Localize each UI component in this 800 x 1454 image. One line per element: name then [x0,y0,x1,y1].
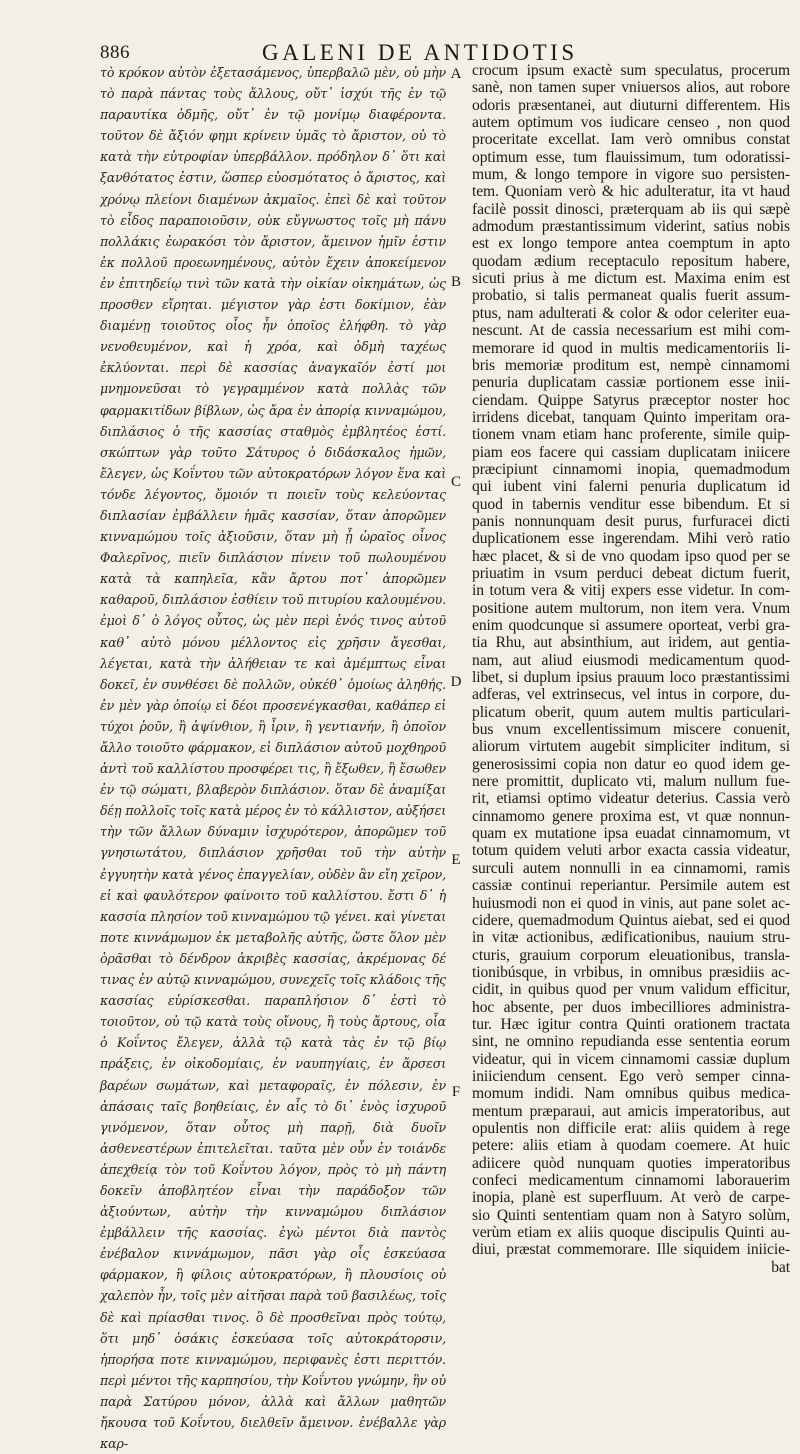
latin-line: hæc placet, & si de vno quodam ipso quod per se [472,547,790,565]
latin-line: tionibúsque, in vrbibus, in omnibus præsidiis ac- [472,963,790,981]
latin-line: mum, & longo tempore in vigore suo persisten- [472,166,790,184]
latin-line: qui iubent vini falerni penuria duplicatum id [472,478,790,496]
latin-line: priuatim in vsum perduci debeat dictum fuerit, [472,564,790,582]
latin-line: verùm etiam ex aliis quoque discipulis Quinti au- [472,1224,790,1242]
latin-line: diui, præstat commemorare. Ille siquidem iniicie- [472,1241,790,1259]
latin-line: optimum esse, tum flauissimum, tum odoratissi- [472,148,790,166]
latin-line: cinnamomo genere proxima est, vt quæ nonnun- [472,807,790,825]
latin-line: tur. Hæc igitur contra Quinti orationem tractata [472,1015,790,1033]
page-number: 886 [100,42,130,63]
latin-line: sanè, non tamen super vniuersos alios, aut robore [472,79,790,97]
latin-line: panis nonnunquam desit purus, furfuracei dicti [472,512,790,530]
section-marker-d: D [450,674,462,690]
latin-line: odoris præsentanei, aut diuturni differentem. His [472,96,790,114]
latin-line: cturis, grauium corporum eleuationibus, transla- [472,946,790,964]
latin-line: est ex longo tempore antea coemptum in apto [472,235,790,253]
latin-line: sicuti prius à me dictum est. Maxima enim est [472,270,790,288]
latin-line: crocum ipsum exactè sum speculatus, procerum [472,62,790,79]
latin-line: bris memoriæ proditum est, nempè cinnamomi [472,356,790,374]
latin-line: adiicere quòd nunquam quoties imperatoribus [472,1154,790,1172]
latin-line: cassiæ continui reperiantur. Persimile autem est [472,877,790,895]
latin-line: generosissimi copia non datur eo quod idem ge- [472,755,790,773]
latin-line: enim quodcunque si assumere oporteat, verbi gra- [472,617,790,634]
running-title: GALENI DE ANTIDOTIS [262,40,578,65]
latin-line: surculi autem nonnulli in ea cinnamomi, ramis [472,859,790,877]
latin-line: inopia, planè est superfluum. At verò de carpe- [472,1189,790,1207]
latin-line: proceritate excellat. Iam verò omnibus constat [472,131,790,149]
latin-line: ciendam. Quippe Satyrus præceptor noster hoc [472,391,790,409]
latin-line: cidit, in quibus quod per vnum validum efficitur, [472,981,790,999]
latin-line: facilè possit dinosci, præterquam ab iis qui sæpè [472,200,790,218]
latin-line: libet, si duplum ipsius prauum loco præstantissimi [472,669,790,687]
latin-line: hoc absente, per duos imbecilliores administra- [472,998,790,1016]
greek-text: τὸ κρόκον αὐτὸν ἐξετασάμενος, ὑπερβαλῶ μὲν, οὐ μὴν τὸ παρὰ πάντας τοὺς ἄλλους, οὔτ᾽ ἰσχύι τῆς ἐν τῷ παραυτίκα ὀδμῆς, οὔτ᾽ ἐν τῷ μονίμῳ διαφέροντα. τοῦτον δὲ ἄξιόν φημι κρίνειν ὑμᾶς τὸ ἄριστον, οὐ τὸ κατὰ τὴν εὐτροφίαν ὑπερβάλλον. πρόδηλον δ᾽ ὅτι καὶ ξανθότατος ἐστιν, ὥσπερ εὐοσμότατος ὁ ἄριστος, καὶ χρόνῳ πλείονι διαμένων ἀκμαῖος. ἐπεὶ δὲ καὶ τοῦτον τὸ εἶδος παραποιοῦσιν, οὐκ εὔγνωστος τοῖς μὴ πάνυ πολλάκις ἑωρακόσι τὸν ἄριστον, ἄμεινον ἡμῖν ἐστιν ἐκ πολλοῦ προεωνημένους, αὐτὸν ἔχειν ἀποκείμενον ἐν ἐπιτηδείῳ τινὶ τῶν κατὰ τὴν οἰκίαν οἰκημάτων, ὡς προσθεν εἴρηται. μέγιστον γὰρ ἐστι δοκίμιον, ἐὰν διαμένῃ τοιοῦτος οἷος ἦν ὁποῖος ἐλήφθη. τὸ γὰρ νενοθευμένον, καὶ ἡ χρόα, καὶ ὀδμὴ ταχέως ἐκλύονται. περὶ δὲ κασσίας ἀναγκαῖόν ἐστί μοι μνημονεῦσαι τὸ γεγραμμένον κατὰ πολλὰς τῶν φαρμακιτίδων βίβλων, ὡς ἄρα ἐν ἀπορίᾳ κινναμώμου, διπλάσιος ὁ τῆς κασσίας σταθμὸς ἐμβλητέος ἐστί. σκώπτων γὰρ τοῦτο Σάτυρος ὁ διδάσκαλος ἡμῶν, ἔλεγεν, ὡς Κοΐντου τῶν αὐτοκρατόρων λόγον ἕνα καὶ τόνδε λέγοντος, ὅμοιόν τι ποιεῖν τοὺς κελεύοντας διπλασίαν ἐμβάλλειν ἡμᾶς κασσίαν, ὅταν ἀπορῶμεν κινναμώμου τοῖς ἀξιοῦσιν, ὅταν μὴ ᾖ ὡραῖος οἶνος Φαλερῖνος, πιεῖν διπλάσιον πίνειν τοῦ πωλουμένου κατὰ τὰ καπηλεῖα, κἂν ἄρτου ποτ᾽ ἀπορῶμεν καθαροῦ, διπλάσιον ἐσθίειν τοῦ πιτυρίου καλουμένου. ἐμοὶ δ᾽ ὁ λόγος οὗτος, ὡς μὲν περὶ ἑνός τινος αὐτοῦ καθ᾽ αὑτὸ μόνου μέλλοντος εἰς χρῆσιν ἄγεσθαι, λέγεται, κατὰ τὴν ἀλήθειαν τε καὶ ἀμέμπτως εἶναι δοκεῖ, ἐν συνθέσει δὲ πολλῶν, οὐκέθ᾽ ὁμοίως ἀληθής. ἐν μὲν γὰρ ὁποίῳ εἰ δέοι προσενέγκασθαι, καθάπερ εἰ τύχοι ῥοῦν, ἢ ἀψίνθιον, ἢ ἶριν, ἢ γεντιανήν, ἢ ὁποῖον ἄλλο τοιοῦτο φάρμακον, εἰ διπλάσιον αὐτοῦ μοχθηροῦ ἀντὶ τοῦ καλλίστου προσφέρει τις, ἢ ἔξωθεν, ἢ ἔσωθεν ἐν τῷ σώματι, βλαβερὸν διπλάσιον. ὅταν δὲ ἀναμίξαι δέῃ πολλοῖς τοῖς κατὰ μέρος ἐν τὸ κάλλιστον, αὐξήσει τὴν τῶν ἄλλων δύναμιν ἰσχυρότερον, ἀπορῶμεν τοῦ γνησιωτάτου, διπλάσιον χρῆσθαι τοῦ τὴν αὐτὴν ἐγγυητὴν κατὰ γένος ἐπαγγελίαν, οὐδὲν ἂν εἴη χεῖρον, εἰ καὶ φαυλότερον φαίνοιτο τοῦ καλλίστου. ἔστι δ᾽ ἡ κασσία πλησίον τοῦ κινναμώμου τῷ γένει. καὶ γίνεται ποτε κιννάμωμον ἐκ μεταβολῆς αὐτῆς, ὥστε ὅλον μὲν ὁρᾶσθαι τὸ δένδρον ἀκριβὲς κασσίας, ἀκρέμονας δέ τινας ἐν αὐτῷ κινναμώμου, συνεχεῖς τοῖς κλάδοις τῆς κασσίας εὑρίσκεσθαι. παραπλήσιον δ᾽ ἐστὶ τὸ τοιοῦτον, οὐ τῷ κατὰ τοὺς οἴνους, ἢ τοὺς ἄρτους, οἷα ὁ Κοΐντος ἔλεγεν, ἀλλὰ τῷ κατὰ τὰς ἐν τῷ βίῳ πράξεις, ἐν οἰκοδομίαις, ἐν ναυπηγίαις, ἐν ἄρσεσι βαρέων σωμάτων, καὶ μεταφοραῖς, ἐν πόλεσιν, ἐν ἁπάσαις ταῖς βοηθείαις, ἐν αἷς τὸ δι᾽ ἑνὸς ἰσχυροῦ γινόμενον, ὅταν οὗτος μὴ παρῇ, διὰ δυοῖν ἀσθενεστέρων ἐπιτελεῖται. ταῦτα μὲν οὖν ἐν τοιάνδε ἀπεχθείᾳ τὸν τοῦ Κοΐντου λόγον, πρὸς τὸ μὴ πάντη δοκεῖν ἀποβλητέον εἶναι τὴν παράδοξον τῶν ἀξιούντων, αὐτὴν τὴν κινναμώμου διπλάσιον ἐμβάλλειν τῆς κασσίας. ἐγὼ μέντοι διὰ παντὸς ἐνέβαλον κιννάμωμον, πᾶσι γὰρ οἷς ἐσκεύασα φάρμακον, ἢ φίλοις αὐτοκρατόρων, ἢ πλουσίοις οὐ χαλεπὸν ἦν, τοῖς μὲν αἰτῆσαι παρὰ τοῦ βασιλέως, τοῖς δὲ καὶ πρίασθαι τινος. ὃ δὲ προσθεῖναι πρὸς τούτῳ, ὅτι μηδ᾽ ὁσάκις ἐσκεύασα τοῖς αὐτοκράτορσιν, ἠπορήσα ποτε κινναμώμου, περιφανὲς ἐστι περιττόν. περὶ μέντοι τῆς καρπησίου, τὴν Κοΐντου γνώμην, ἣν οὐ παρὰ Σατύρου μόνον, ἀλλὰ καὶ ἄλλων μαθητῶν ἤκουσα τοῦ Κοΐντου, διελθεῖν ἄμεινον. ἐνέβαλλε γὰρ καρ- [100,65,446,1452]
latin-line: probatio, si talis permaneat qualis fuerit assum- [472,287,790,305]
latin-line: admodum præstantissimum viderint, satius nobis [472,218,790,236]
latin-line: huiusmodi non ei quod in vinis, aut pane solet ac- [472,894,790,912]
latin-line: bus vnum excellentissimum miscere conuenit, [472,721,790,739]
latin-line: quodam ædium receptaculo repositum habere, [472,252,790,270]
section-markers [448,62,468,1182]
latin-line: confeci medicamentum cinnamomi laborauerim [472,1172,790,1189]
latin-text-column [472,62,790,1276]
section-marker-c: C [450,474,461,490]
latin-line: totum quidem veluti arbor exacta cassia videatur, [472,842,790,860]
latin-line: nescunt. At de cassia necessarium est mihi com- [472,322,790,340]
latin-line: piam eos facere qui cassiam duplicatam iniicere [472,443,790,461]
latin-line: ptus, nam adulterati & color & odor celeriter eua- [472,304,790,322]
latin-line: aliorum virtutem augebit simpliciter inditum, si [472,738,790,756]
latin-line: bat [771,1258,790,1276]
latin-line: penuria duplicatam cassiæ portionem esse inii- [472,374,790,392]
latin-line: in totum vera & vitij expers esse videtur. In com- [472,582,790,600]
latin-line: mentum præparaui, aut amicis imperatoribus, aut [472,1102,790,1120]
latin-line: petere: aliis etiam à quodam coemere. At huic [472,1137,790,1155]
latin-line: cidere, quemadmodum Quintus aiebat, sed ei quod [472,911,790,929]
latin-line: opulentis non difficile erat: aliis quidem à rege [472,1119,790,1137]
latin-line: sio Quinti sententiam quam non à Satyro solùm, [472,1206,790,1224]
latin-line: videatur, qui in vicem cinnamomi cassiæ duplum [472,1050,790,1068]
latin-line: tem. Quoniam verò & hic adulteratur, ita vt haud [472,183,790,201]
latin-line: positione autem multorum, non item vera. Vnum [472,599,790,617]
greek-text-column [100,62,446,1452]
section-marker-a: A [450,66,462,82]
latin-line: momum indidi. Nam omnibus quibus medica- [472,1085,790,1103]
section-marker-f: F [451,1084,461,1100]
section-marker-e: E [451,852,461,868]
latin-line: in vitæ actionibus, ædificationibus, nauium stru- [472,929,790,947]
latin-line: plicatum oberit, quum autem multis particulari- [472,703,790,721]
latin-line: quod in tabernis venditur esse bibendum. Et si [472,495,790,513]
latin-line: nere promittit, duplicato vti, malum nullum fue- [472,773,790,791]
latin-line: rit, etiamsi optimo videatur deterius. Cassia verò [472,790,790,808]
section-marker-b: B [450,274,461,290]
latin-line: iniiciendum censent. Ego verò semper cinna- [472,1067,790,1085]
latin-line: duplicationem esse ingerendam. Mihi verò ratio [472,530,790,548]
latin-line: nam, aut aliud eiusmodi medicamentum quod- [472,651,790,669]
latin-line: tionem vnam etiam hanc proferente, simile quip- [472,426,790,444]
latin-line: sint, ne omnino repudianda esse sententia eorum [472,1033,790,1051]
latin-line: adferas, vel extrinsecus, vel intus in corpore, du- [472,686,790,704]
latin-line: autem optimum vos iudicare censeo , non quod [472,114,790,132]
latin-line: quam ex mutatione ipsa euadat cinnamomum, vt [472,825,790,843]
latin-line: præcipiunt cinnamomi inopia, quemadmodum [472,460,790,478]
latin-line: tia Rhu, aut absinthium, aut iridem, aut gentia- [472,634,790,652]
latin-line: irridens dicebat, tanquam Quinto imperitam ora- [472,408,790,426]
latin-line: memorare id quod in multis medicamentoriis li- [472,339,790,357]
